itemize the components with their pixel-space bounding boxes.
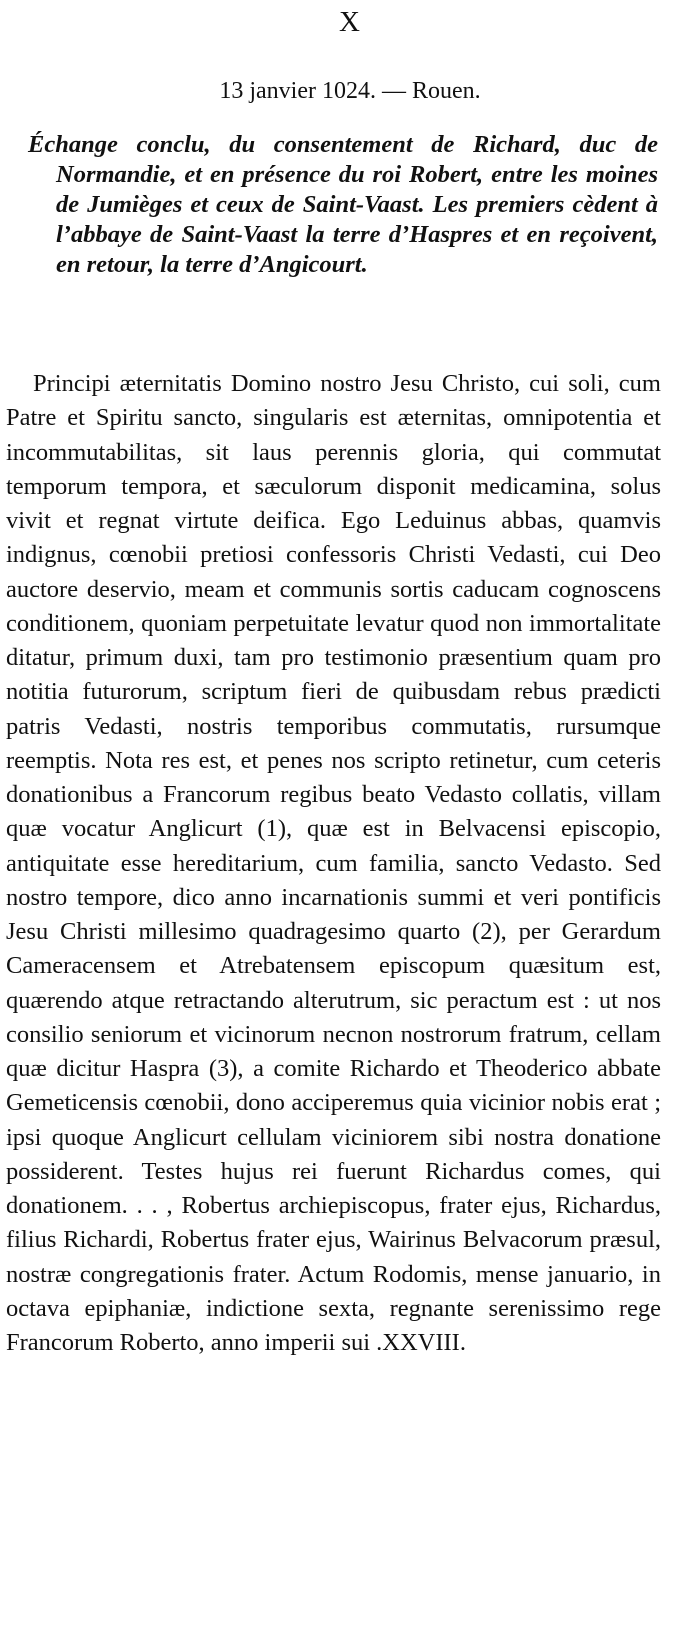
charter-body-text: Principi æternitatis Domino nostro Jesu Christo, cui soli, cum Patre et Spiritu sancto, singularis est æternitas, omnipotentia et incommutabilitas, sit laus perennis gloria, qui commutat temporum tempora, et sæculorum disponit medicamina, solus vivit et regnat virtute deifica. Ego Leduinus abbas, quamvis indignus, cœnobii pretiosi confessoris Christi Vedasti, cui Deo auctore deservio, meam et communis sortis caducam cognoscens conditionem, quoniam perpetuitate levatur quod non immortalitate ditatur, primum duxi, tam pro testimonio præsentium quam pro notitia futurorum, scriptum fieri de quibusdam rebus prædicti patris Vedasti, nostris temporibus commutatis, rursumque reemptis. Nota res est, et penes nos scripto retinetur, cum ceteris donationibus a Francorum regibus beato Vedasto collatis, villam quæ vocatur Anglicurt (1), quæ est in Belvacensi episcopio, antiquitate esse hereditarium, cum familia, sancto Vedasto. Sed nostro tempore, dico anno incarnationis summi et veri pontificis Jesu Christi millesimo quadragesimo quarto (2), per Gerardum Cameracensem et Atrebatensem episcopum quæsitum est, quærendo atque retractando alterutrum, sic peractum est : ut nos consilio seniorum et vicinorum necnon nostrorum fratrum, cellam quæ dicitur Haspra (3), a comite Richardo et Theoderico abbate Gemeticensis cœnobii, dono acciperemus quia vicinior nobis erat ; ipsi quoque Anglicurt cellulam viciniorem sibi nostra donatione possiderent. Testes hujus rei fuerunt Richardus comes, qui donationem. . . , Robertus archiepiscopus, frater ejus, Richardus, filius Richardi, Robertus frater ejus, Wairinus Belvacorum præsul, nostræ congregationis frater. Actum Rodomis, mense januario, in octava epiphaniæ, indictione sexta, regnante serenissimo rege Francorum Roberto, anno imperii sui .XXVIII. xyxy=(6,370,661,1356)
charter-number: X xyxy=(339,6,361,38)
charter-summary: Échange conclu, du consentement de Richard, duc de Normandie, et en présence du roi Robert, entre les moines de Jumièges et ceux de Saint-Vaast. Les premiers cèdent à l’abbaye de Saint-Vaast la terre d’Haspres et en reçoivent, en retour, la terre d’Angicourt. xyxy=(28,131,658,278)
charter-dateline: 13 janvier 1024. — Rouen. xyxy=(219,78,481,104)
